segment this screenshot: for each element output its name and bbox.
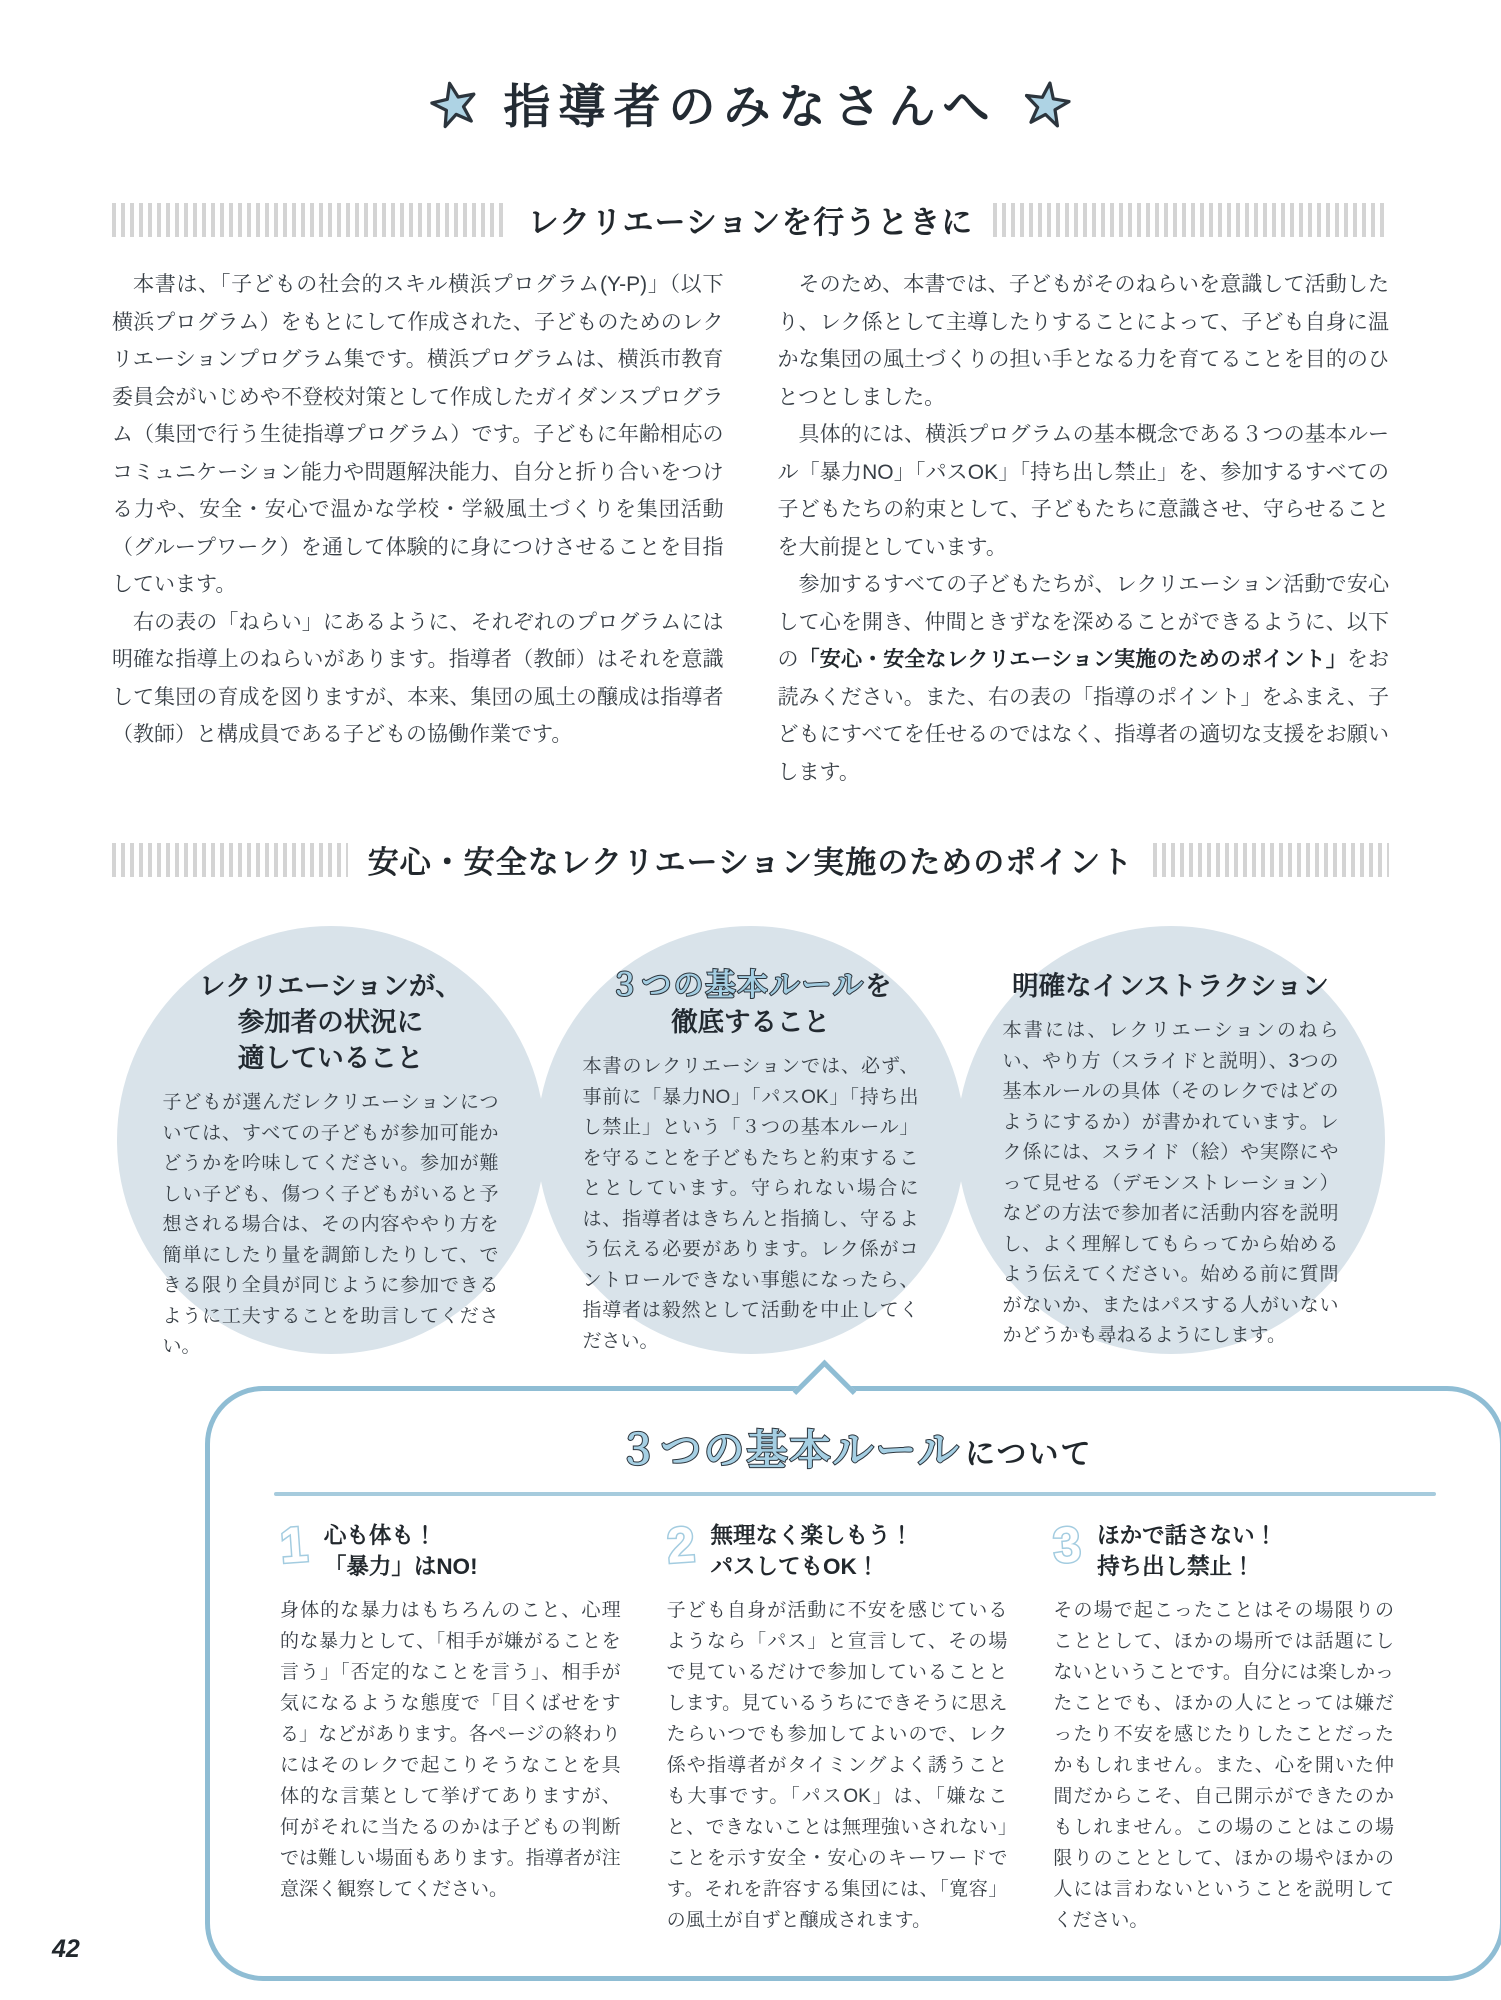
page-title-text: 指導者のみなさんへ	[503, 80, 998, 133]
rule-heading: 心も体も！ 「暴力」はNO!	[323, 1523, 478, 1579]
paragraph: 本書は、「子どもの社会的スキル横浜プログラム(Y-P)」（以下横浜プログラム）をもとにして作成された、子どものためのレクリエーションプログラム集です。横浜プログラムは、横浜市教育委員会がいじめや不登校対策として作成したガイダンスプログラム（集団で行う生徒指導プログラム）です。子どもに年齢相応のコミュニケーション能力や問題解決能力、自分と折り合いをつける力や、安全・安心で温かな学校・学級風土づくりを集団活動（グループワーク）を通して体験的に身につけさせることを目指しています。	[112, 273, 724, 596]
intro-right-column	[778, 266, 1390, 791]
section-title: レクリエーションを行うときに	[527, 205, 974, 240]
rule-head	[278, 1516, 621, 1582]
page-title	[112, 70, 1389, 137]
deco-text: ３つの基本ルール	[617, 1427, 961, 1473]
point-circle-basic-rules	[537, 926, 965, 1354]
divider	[274, 1492, 1436, 1496]
stripe-bar	[1153, 843, 1389, 877]
rule-1-no-violence	[278, 1516, 621, 1936]
stripe-bar	[993, 203, 1389, 237]
intro-columns	[112, 266, 1389, 791]
points-circles	[112, 926, 1389, 1357]
point-circle-instruction	[957, 926, 1385, 1354]
section-title: 安心・安全なレクリエーション実施のためのポイント	[367, 845, 1134, 880]
rule-heading: ほかで話さない！ 持ち出し禁止！	[1097, 1523, 1278, 1579]
paragraph: 参加するすべての子どもたちが、レクリエーション活動で安心して心を開き、仲間ときずなを深めることができるように、以下の「安心・安全なレクリエーション実施のためのポイント」をお読みください。また、右の表の「指導のポイント」をふまえ、子どもにすべてを任せるのではなく、指導者の適切な支援をお願いします。	[777, 573, 1390, 784]
stripe-bar	[112, 203, 508, 237]
bubble-title: ３つの基本ルール について	[617, 1427, 1093, 1473]
rule-body: 身体的な暴力はもちろんのこと、心理的な暴力として、「相手が嫌がることを言う」「否定的なことを言う」、相手が気になるような態度で「目くばせをする」などがあります。各ページの終わりにはそのレクで起こりそうなことを具体的な言葉として挙げてありますが、何がそれに当たるのかは子どもの判断では難しい場面もあります。指導者が注意深く観察してください。	[280, 1600, 621, 1900]
circle-body: 本書のレクリエーションでは、必ず、事前に「暴力NO」「パスOK」「持ち出し禁止」という「３つの基本ルール」を守ることを子どもたちと約束することとしています。守られない場合には、指導者はきちんと指摘し、守るよう伝える必要があります。レク係がコントロールできない事態になったら、指導者は毅然として活動を中止してください。	[582, 1056, 919, 1352]
rule-number: 3	[1051, 1516, 1084, 1574]
intro-left-column	[112, 266, 724, 791]
rules-grid	[268, 1516, 1442, 1936]
rule-body: 子ども自身が活動に不安を感じているようなら「パス」と宣言して、その場で見ているだけで参加していることとします。見ているうちにできそうに思えたらいつでも参加してよいので、レク係や指導者がタイミングよく誘うことも大事です。「パスOK」は、「嫌なこと、できないことは無理強いされない」ことを示す安全・安心のキーワードです。それを許容する集団には、「寛容」の風土が自ずと醸成されます。	[666, 1600, 1008, 1931]
stripe-bar	[112, 843, 348, 877]
section-header-recreation	[112, 197, 1389, 242]
rule-body: その場で起こったことはその場限りのこととして、ほかの場所では話題にしないということです。自分には楽しかったことでも、ほかの人にとっては嫌だったり不安を感じたりしたことだったかもしれません。また、心を開いた仲間だからこそ、自己開示ができたのかもしれません。この場のことはこの場限りのこととして、ほかの場やほかの人には言わないということを説明してください。	[1053, 1600, 1394, 1931]
circle-title: ３つの基本ルールを 徹底すること	[609, 969, 892, 1037]
rule-3-no-carry-out	[1051, 1516, 1394, 1936]
basic-rules-bubble	[205, 1386, 1501, 1981]
rule-2-pass-ok	[664, 1516, 1008, 1936]
rule-number: 1	[278, 1516, 310, 1574]
circle-body: 子どもが選んだレクリエーションについては、すべての子どもが参加可能かどうかを吟味してください。参加が難しい子ども、傷つく子どもがいると予想される場合は、その内容ややり方を簡単にしたり量を調節したりして、できる限り全員が同じように参加できるように工夫することを助言してください。	[162, 1092, 499, 1357]
paragraph: 具体的には、横浜プログラムの基本概念である３つの基本ルール「暴力NO」「パスOK」「持ち出し禁止」を、参加するすべての子どもたちの約束として、子どもたちに意識させ、守らせることを大前提としています。	[777, 423, 1389, 559]
rule-head	[1051, 1516, 1394, 1582]
star-icon	[427, 76, 482, 131]
page-number: 42	[52, 1935, 80, 1963]
section-header-points	[112, 837, 1389, 882]
circle-body: 本書には、レクリエーションのねらい、やり方（スライドと説明）、3つの基本ルールの具体（そのレクではどのようにするか）が書かれています。レク係には、スライド（絵）や実際にやって見せる（デモンストレーション）などの方法で参加者に活動内容を説明し、よく理解してもらってから始めるよう伝えてください。始める前に質問がないか、またはパスする人がいないかどうかも尋ねるようにします。	[1002, 1020, 1339, 1346]
speech-bubble-tail	[793, 1360, 857, 1424]
rule-head	[664, 1516, 1008, 1582]
star-icon	[1021, 78, 1073, 130]
paragraph: そのため、本書では、子どもがそのねらいを意識して活動したり、レク係として主導したりすることによって、子ども自身に温かな集団の風土づくりの担い手となる力を育てることを目的のひとつとしました。	[777, 273, 1389, 409]
rule-number: 2	[664, 1516, 697, 1574]
deco-text: ３つの基本ルール	[609, 969, 865, 1002]
point-circle-suitability	[117, 926, 545, 1357]
circle-title: レクリエーションが、 参加者の状況に 適していること	[199, 971, 462, 1073]
rule-heading: 無理なく楽しもう！ パスしてもOK！	[710, 1523, 913, 1579]
circle-title: 明確なインストラクション	[1012, 971, 1329, 1001]
paragraph: 右の表の「ねらい」にあるように、それぞれのプログラムには明確な指導上のねらいがあります。指導者（教師）はそれを意識して集団の育成を図りますが、本来、集団の風土の醸成は指導者（教師）と構成員である子どもの協働作業です。	[112, 610, 724, 746]
